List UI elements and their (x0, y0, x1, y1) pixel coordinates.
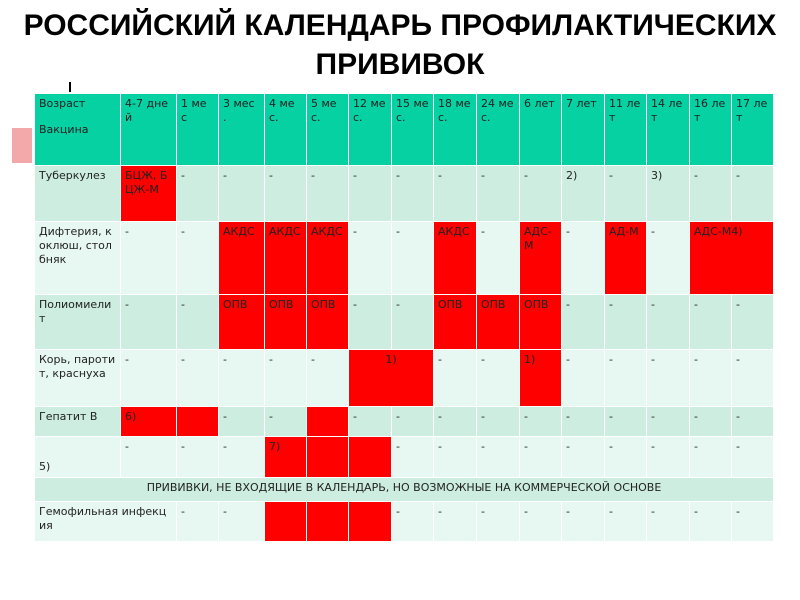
table-row-diphtheria (35, 222, 774, 295)
table-cell: - (690, 407, 732, 437)
table-cell: - (520, 166, 562, 222)
table-cell: - (434, 502, 477, 542)
table-cell: - (121, 295, 177, 350)
vaccine-label: Гепатит В (35, 407, 121, 437)
table-cell: - (434, 407, 477, 437)
vaccination-calendar-table (34, 93, 774, 542)
table-cell: - (690, 437, 732, 478)
vaccine-label: Дифтерия, коклюш, столбняк (35, 222, 121, 295)
table-cell: - (392, 222, 434, 295)
table-cell: ОПВ (307, 295, 349, 350)
decorative-tick (69, 82, 71, 92)
table-cell: - (690, 350, 732, 407)
table-cell: - (562, 437, 605, 478)
table-cell: - (562, 295, 605, 350)
table-cell (177, 407, 219, 437)
table-cell: - (392, 437, 434, 478)
table-cell: - (562, 502, 605, 542)
age-column-header: 5 ме с. (307, 94, 349, 166)
table-cell: - (562, 222, 605, 295)
table-cell: - (392, 407, 434, 437)
table-row-hib (35, 502, 774, 542)
table-cell (349, 437, 392, 478)
table-cell: АКДС (434, 222, 477, 295)
table-cell: - (177, 350, 219, 407)
table-cell: - (477, 407, 520, 437)
commercial-vaccines-banner: ПРИВИВКИ, НЕ ВХОДЯЩИЕ В КАЛЕНДАРЬ, НО ВОЗМОЖНЫЕ НА КОММЕРЧЕСКОЙ ОСНОВЕ (35, 478, 774, 502)
age-column-header: 14 лет (647, 94, 690, 166)
vaccine-label: Полиомиелит (35, 295, 121, 350)
table-cell: АКДС (265, 222, 307, 295)
table-header-row (35, 94, 774, 166)
table-cell: - (477, 502, 520, 542)
table-cell: - (265, 166, 307, 222)
table-cell: - (562, 407, 605, 437)
table-cell: - (219, 350, 265, 407)
table-cell: ОПВ (265, 295, 307, 350)
age-column-header: 4-7 дней (121, 94, 177, 166)
table-cell: - (647, 502, 690, 542)
table-cell (307, 502, 349, 542)
table-cell (349, 502, 392, 542)
table-cell: - (392, 295, 434, 350)
table-cell: - (177, 222, 219, 295)
table-cell: - (265, 407, 307, 437)
table-cell (177, 502, 219, 542)
table-cell: - (732, 437, 774, 478)
table-row-hepatitis-b-extra (35, 437, 774, 478)
table-cell: 2) (562, 166, 605, 222)
table-cell: - (647, 350, 690, 407)
table-cell: - (121, 222, 177, 295)
table-cell: - (219, 166, 265, 222)
table-cell: - (349, 407, 392, 437)
page-title: РОССИЙСКИЙ КАЛЕНДАРЬ ПРОФИЛАКТИЧЕСКИХ ПРИВИВОК (23, 9, 777, 81)
vaccine-heading: Вакцина (39, 123, 89, 136)
table-cell: АД-М (605, 222, 647, 295)
table-cell: - (520, 407, 562, 437)
table-cell: - (520, 502, 562, 542)
table-cell: АДС-М (520, 222, 562, 295)
footnote-label: 5) (35, 437, 121, 478)
table-cell: - (121, 350, 177, 407)
table-cell: - (219, 407, 265, 437)
age-column-header: 4 ме с. (265, 94, 307, 166)
table-cell: ОПВ (434, 295, 477, 350)
table-cell: - (177, 295, 219, 350)
table-cell: - (177, 166, 219, 222)
age-column-header: 16 лет (690, 94, 732, 166)
table-cell: - (434, 437, 477, 478)
table-cell: - (647, 437, 690, 478)
table-cell: - (219, 502, 265, 542)
table-cell: БЦЖ, БЦЖ-М (121, 166, 177, 222)
table-cell: - (477, 437, 520, 478)
table-cell: - (562, 350, 605, 407)
table-cell: - (265, 350, 307, 407)
table-cell: - (732, 295, 774, 350)
decorative-bar (12, 128, 32, 163)
table-cell: АКДС (307, 222, 349, 295)
table-cell: - (647, 407, 690, 437)
table-cell: 7) (265, 437, 307, 478)
table-cell: - (732, 407, 774, 437)
table-cell: - (732, 350, 774, 407)
table-row-tuberculosis (35, 166, 774, 222)
table-cell: - (177, 437, 219, 478)
vaccine-label: Туберкулез (35, 166, 121, 222)
table-cell: - (392, 502, 434, 542)
table-cell: - (647, 222, 690, 295)
vaccine-label: Корь, паротит, краснуха (35, 350, 121, 407)
age-column-header: 7 лет (562, 94, 605, 166)
table-cell: ОПВ (477, 295, 520, 350)
table-cell: - (392, 166, 434, 222)
table-cell: - (477, 222, 520, 295)
table-cell: - (605, 502, 647, 542)
table-cell: - (477, 350, 520, 407)
table-row-measles (35, 350, 774, 407)
age-column-header: 17 лет (732, 94, 774, 166)
cell-text: - (181, 505, 185, 518)
table-cell: - (690, 295, 732, 350)
table-cell: 1) (520, 350, 562, 407)
table-cell: - (605, 350, 647, 407)
table-cell: - (477, 166, 520, 222)
table-cell: - (690, 166, 732, 222)
corner-cell (35, 94, 121, 166)
table-cell: - (732, 502, 774, 542)
table-cell: - (605, 437, 647, 478)
age-column-header: 11 лет (605, 94, 647, 166)
table-cell: - (349, 166, 392, 222)
table-cell: - (434, 166, 477, 222)
table-cell: - (307, 166, 349, 222)
table-row-banner (35, 478, 774, 502)
table-cell: - (307, 350, 349, 407)
age-column-header: 12 ме с. (349, 94, 392, 166)
table-cell: АКДС (219, 222, 265, 295)
age-column-header: 1 ме с (177, 94, 219, 166)
age-column-header: 24 ме с. (477, 94, 520, 166)
age-column-header: 6 лет (520, 94, 562, 166)
table-cell: - (647, 295, 690, 350)
table-cell: ОПВ (219, 295, 265, 350)
table-cell: - (349, 222, 392, 295)
table-cell: - (732, 166, 774, 222)
table-row-polio (35, 295, 774, 350)
table-cell: - (690, 502, 732, 542)
table-cell (265, 502, 307, 542)
table-cell: - (605, 166, 647, 222)
table-row-hepatitis-b (35, 407, 774, 437)
table-cell: - (219, 437, 265, 478)
age-heading: Возраст (39, 97, 86, 110)
table-cell (307, 437, 349, 478)
table-cell: - (605, 295, 647, 350)
table-cell: - (121, 437, 177, 478)
table-cell (307, 407, 349, 437)
age-column-header: 18 ме с. (434, 94, 477, 166)
table-cell: - (349, 295, 392, 350)
table-cell: АДС-М4) (690, 222, 774, 295)
vaccine-label: Гемофильная инфекция (35, 502, 177, 542)
table-cell: - (605, 407, 647, 437)
age-column-header: 15 ме с. (392, 94, 434, 166)
age-column-header: 3 мес . (219, 94, 265, 166)
table-cell: - (434, 350, 477, 407)
table-cell: 3) (647, 166, 690, 222)
table-cell: 6) (121, 407, 177, 437)
table-cell: - (520, 437, 562, 478)
table-cell: 1) (349, 350, 434, 407)
table-cell: ОПВ (520, 295, 562, 350)
